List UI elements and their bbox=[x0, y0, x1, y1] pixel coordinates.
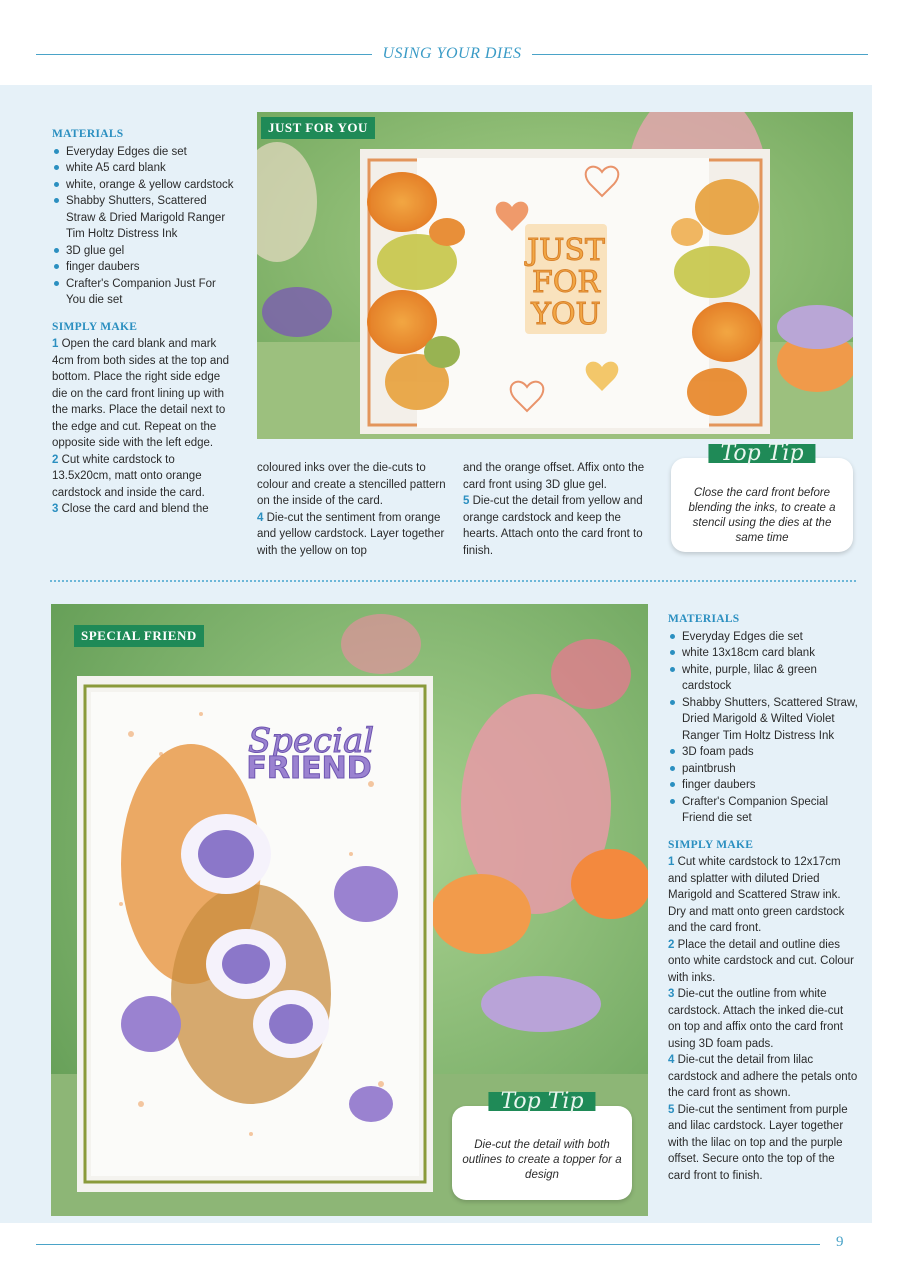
project1-materials bbox=[52, 126, 237, 518]
step-text: Close the card and blend the bbox=[61, 503, 209, 515]
material-item: white A5 card blank bbox=[52, 160, 237, 177]
instruction-step bbox=[668, 1102, 858, 1185]
simply-make-heading: SIMPLY MAKE bbox=[668, 838, 754, 851]
instruction-step bbox=[52, 336, 237, 452]
just-for-you-card-image bbox=[257, 112, 853, 439]
section-title: USING YOUR DIES bbox=[382, 45, 522, 62]
footer-rule bbox=[36, 1244, 820, 1245]
step-number: 4 bbox=[668, 1054, 678, 1066]
materials-list bbox=[52, 144, 237, 309]
header-rule-left bbox=[36, 54, 372, 55]
header-rule-right bbox=[532, 54, 868, 55]
material-item: white, purple, lilac & green cardstock bbox=[668, 662, 858, 695]
step-number: 5 bbox=[668, 1103, 678, 1116]
material-item: Crafter's Companion Special Friend die set bbox=[668, 794, 858, 827]
material-item: 3D glue gel bbox=[52, 243, 237, 260]
step-text: Cut white cardstock to 12x17cm and splatter with diluted Dried Marigold and Scattered Straw ink. Dry and matt onto green cardstock and the card front. bbox=[668, 856, 845, 934]
materials-heading: MATERIALS bbox=[52, 128, 124, 140]
simply-make-heading: SIMPLY MAKE bbox=[52, 320, 138, 333]
materials-list bbox=[668, 629, 858, 827]
card-sentiment-special: Special bbox=[247, 721, 375, 761]
instruction-step bbox=[257, 510, 447, 560]
material-item: Everyday Edges die set bbox=[668, 629, 858, 646]
material-item: Shabby Shutters, Scattered Straw & Dried Marigold Ranger Tim Holtz Distress Ink bbox=[52, 193, 237, 243]
instruction-step bbox=[257, 460, 447, 510]
project2-label: SPECIAL FRIEND bbox=[74, 625, 204, 647]
material-item: paintbrush bbox=[668, 761, 858, 778]
step-text: Die-cut the detail from lilac cardstock and adhere the petals onto the card front as shown. bbox=[668, 1054, 858, 1099]
step-number: 3 bbox=[668, 988, 678, 1000]
page-header bbox=[36, 40, 868, 68]
instruction-step bbox=[668, 937, 858, 987]
step-number: 5 bbox=[463, 495, 473, 507]
card-sentiment-line2: FOR bbox=[532, 265, 600, 300]
step-text: and the orange offset. Affix onto the card front using 3D glue gel. bbox=[463, 462, 645, 491]
material-item: white, orange & yellow cardstock bbox=[52, 177, 237, 194]
step-number: 2 bbox=[52, 453, 62, 466]
instructions-col1 bbox=[52, 336, 237, 518]
material-item: finger daubers bbox=[52, 259, 237, 276]
page-number: 9 bbox=[836, 1234, 844, 1250]
instructions-col2 bbox=[257, 460, 447, 559]
instruction-step bbox=[463, 493, 651, 559]
project2-materials bbox=[668, 611, 858, 1184]
instruction-step bbox=[52, 501, 237, 518]
instruction-step bbox=[668, 1052, 858, 1102]
material-item: finger daubers bbox=[668, 777, 858, 794]
material-item: 3D foam pads bbox=[668, 744, 858, 761]
top-tip-box-2 bbox=[452, 1089, 632, 1200]
step-number: 3 bbox=[52, 503, 62, 515]
instruction-step bbox=[668, 986, 858, 1052]
top-tip-text: Die-cut the detail with both outlines to create a topper for a design bbox=[462, 1139, 622, 1181]
card-sentiment-friend: FRIEND bbox=[246, 751, 372, 786]
step-number: 2 bbox=[668, 938, 678, 951]
material-item: white 13x18cm card blank bbox=[668, 645, 858, 662]
section-divider bbox=[50, 580, 856, 582]
step-text: Die-cut the sentiment from purple and lilac cardstock. Layer together with the lilac on top and the purple offset. Secure onto the top of the card front to finish. bbox=[668, 1103, 848, 1182]
step-number: 1 bbox=[52, 338, 62, 350]
step-text: Open the card blank and mark 4cm from both sides at the top and bottom. Place the right side edge die on the card front lining up with the marks. Place the detail next to the edge and cut. Repeat on the opposite side with the left edge. bbox=[52, 338, 230, 449]
step-text: Place the detail and outline dies onto white cardstock and cut. Colour with inks. bbox=[668, 938, 855, 984]
project1-label: JUST FOR YOU bbox=[261, 117, 375, 139]
top-tip-title: Top Tip bbox=[488, 1092, 595, 1111]
materials-heading: MATERIALS bbox=[668, 613, 740, 625]
step-text: Die-cut the detail from yellow and orange cardstock and keep the hearts. Attach onto the card front to finish. bbox=[463, 495, 643, 557]
project1-photo bbox=[257, 112, 853, 439]
instructions bbox=[668, 854, 858, 1184]
step-number: 1 bbox=[668, 856, 678, 868]
card-sentiment-line1: JUST bbox=[527, 233, 605, 268]
step-number: 4 bbox=[257, 511, 267, 524]
material-item: Crafter's Companion Just For You die set bbox=[52, 276, 237, 309]
top-tip-text: Close the card front before blending the inks, to create a stencil using the dies at the same time bbox=[688, 487, 836, 544]
top-tip-title: Top Tip bbox=[708, 444, 815, 463]
card-sentiment-line3: YOU bbox=[531, 297, 601, 332]
top-tip-box-1 bbox=[671, 441, 853, 552]
instruction-step bbox=[463, 460, 651, 493]
material-item: Shabby Shutters, Scattered Straw, Dried Marigold & Wilted Violet Ranger Tim Holtz Distress Ink bbox=[668, 695, 858, 745]
step-text: Die-cut the sentiment from orange and yellow cardstock. Layer together with the yellow on top bbox=[257, 511, 445, 557]
instructions-col3 bbox=[463, 460, 651, 559]
step-text: Die-cut the outline from white cardstock. Attach the inked die-cut on top and affix onto the card front using 3D foam pads. bbox=[668, 988, 844, 1050]
instruction-step bbox=[668, 854, 858, 937]
step-text: coloured inks over the die-cuts to colour and create a stencilled pattern on the inside of the card. bbox=[257, 462, 446, 507]
step-text: Cut white cardstock to 13.5x20cm, matt onto orange cardstock and inside the card. bbox=[52, 453, 205, 499]
material-item: Everyday Edges die set bbox=[52, 144, 237, 161]
instruction-step bbox=[52, 452, 237, 502]
